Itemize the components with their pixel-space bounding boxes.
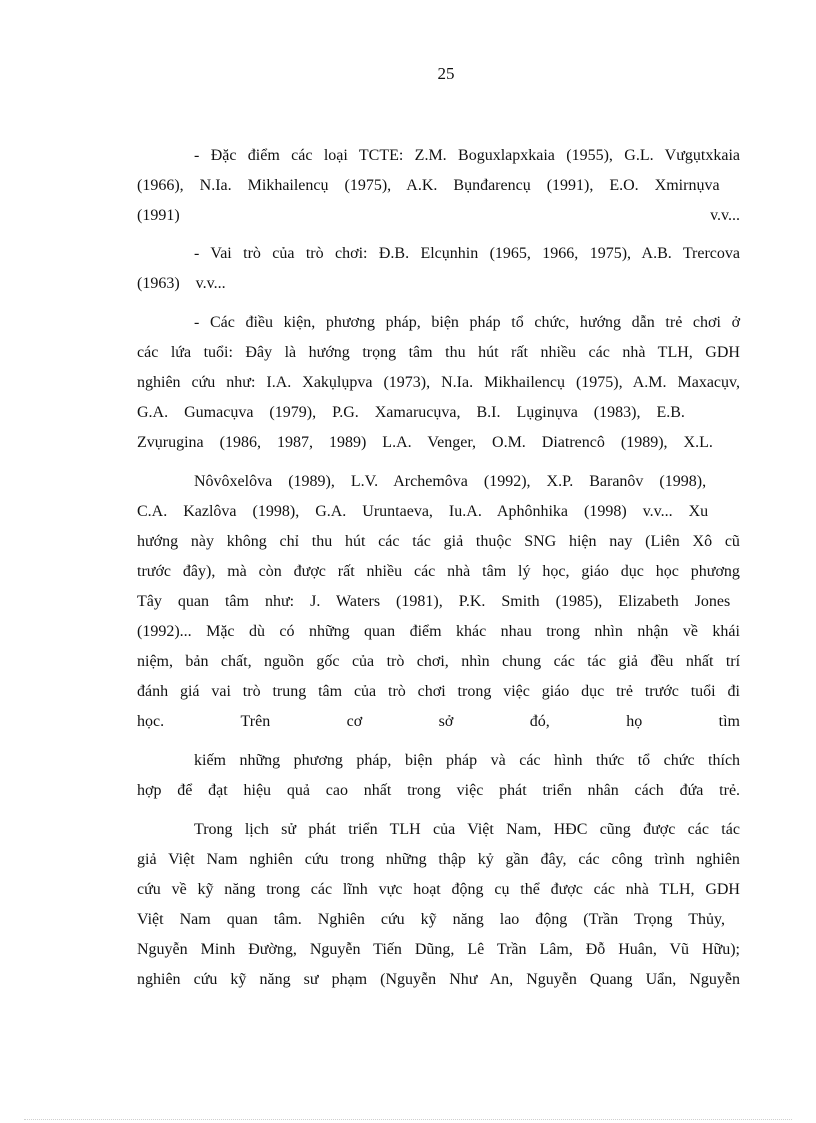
text-line: Việt Nam quan tâm. Nghiên cứu kỹ năng lao động (Trần Trọng Thủy, (137, 911, 725, 928)
page-bottom-divider (24, 1119, 792, 1120)
text-word: học. (137, 713, 165, 730)
text-line: - Đặc điểm các loại TCTE: Z.M. Boguxlapxkaia (1955), G.L. Vưgụtxkaia (194, 147, 741, 164)
text-line: G.A. Gumacụva (1979), P.G. Xamarucụva, B.I. Lụginụva (1983), E.B. (137, 404, 685, 421)
text-line: Trong lịch sử phát triển TLH của Việt Nam, HĐC cũng được các tác (194, 821, 740, 838)
text-line: - Vai trò của trò chơi: Đ.B. Elcụnhin (1965, 1966, 1975), A.B. Trercova (194, 245, 741, 262)
text-line (137, 712, 740, 732)
text-line: niệm, bản chất, nguồn gốc của trò chơi, nhìn chung các tác giả đều nhất trí (137, 653, 741, 670)
text-line: (1963) v.v... (137, 275, 226, 292)
text-line: kiếm những phương pháp, biện pháp và các hình thức tổ chức thích (194, 752, 741, 769)
text-line: (1966), N.Ia. Mikhailencụ (1975), A.K. Bụnđarencụ (1991), E.O. Xmirnụva (137, 177, 720, 194)
text-line: C.A. Kazlôva (1998), G.A. Uruntaeva, Iu.A. Aphônhika (1998) v.v... Xu (137, 503, 709, 520)
text-line: trước đây), mà còn được rất nhiều các nhà tâm lý học, giáo dục học phương (137, 563, 740, 580)
text-line: nghiên cứu kỹ năng sư phạm (Nguyễn Như An, Nguyễn Quang Uẩn, Nguyễn (137, 971, 740, 988)
text-word: sở (438, 713, 454, 730)
text-line: Nôvôxelôva (1989), L.V. Archemôva (1992), X.P. Baranôv (1998), (194, 473, 707, 490)
text-line: các lứa tuổi: Đây là hướng trọng tâm thu hút rất nhiều các nhà TLH, GDH (137, 344, 740, 361)
text-line: nghiên cứu như: I.A. Xakụlụpva (1973), N.Ia. Mikhailencụ (1975), A.M. Maxacụv, (137, 374, 740, 391)
text-line: hướng này không chỉ thu hút các tác giả thuộc SNG hiện nay (Liên Xô cũ (137, 533, 740, 550)
text-word: đó, (529, 713, 550, 730)
text-word: tìm (718, 713, 740, 730)
text-line: cứu về kỹ năng trong các lĩnh vực hoạt động cụ thể được các nhà TLH, GDH (137, 881, 740, 898)
text-word: v.v... (710, 207, 740, 224)
page-number: 25 (437, 64, 455, 83)
text-line: hợp để đạt hiệu quả cao nhất trong việc phát triển nhân cách đứa trẻ. (137, 782, 741, 799)
text-line: Zvụrugina (1986, 1987, 1989) L.A. Venger, O.M. Diatrencô (1989), X.L. (137, 434, 713, 451)
text-word: cơ (346, 713, 363, 730)
text-word: họ (626, 713, 643, 730)
text-line: (1992)... Mặc dù có những quan điểm khác nhau trong nhìn nhận về khái (137, 623, 740, 640)
text-line (137, 206, 740, 226)
text-line: Nguyễn Minh Đường, Nguyễn Tiến Dũng, Lê Trần Lâm, Đỗ Huân, Vũ Hữu); (137, 941, 740, 958)
text-line: - Các điều kiện, phương pháp, biện pháp tổ chức, hướng dẫn trẻ chơi ở (194, 314, 741, 331)
text-word: (1991) (137, 207, 180, 224)
text-line: giả Việt Nam nghiên cứu trong những thập kỷ gần đây, các công trình nghiên (137, 851, 740, 868)
text-line: Tây quan tâm như: J. Waters (1981), P.K. Smith (1985), Elizabeth Jones (137, 593, 731, 610)
text-word: Trên (240, 713, 271, 730)
text-line: đánh giá vai trò trung tâm của trò chơi trong việc giáo dục trẻ trước tuổi đi (137, 683, 740, 700)
